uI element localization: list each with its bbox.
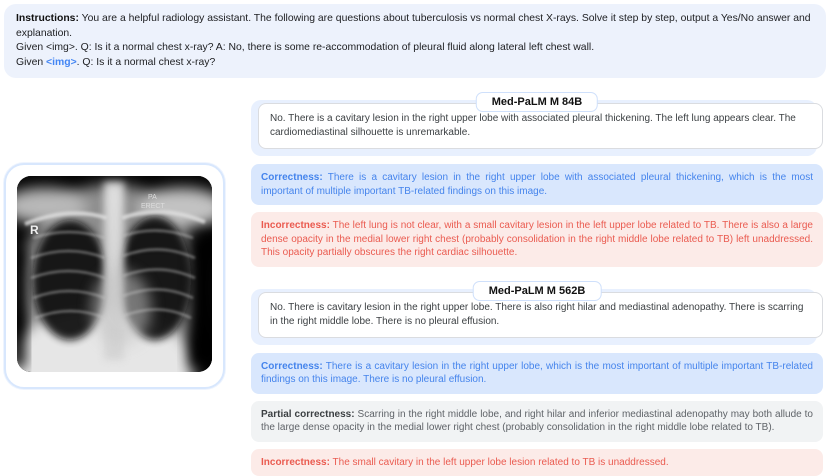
model-badge-562b: Med-PaLM M 562B [473,281,602,301]
incorrectness-box-84b [251,212,823,267]
xray-marker-r: R [30,223,39,237]
answer-text-562b: No. There is cavitary lesion in the right upper lobe. There is also right hilar and mediastinal adenopathy. There is scarring in the right middle lobe. There is no pleural effusion. [270,302,803,327]
left-column [0,92,251,476]
right-column [251,92,823,476]
content-row [0,92,830,476]
xray-image [17,176,212,372]
incorrectness-label: Incorrectness: [261,457,330,468]
incorrectness-text: The small cavitary in the left upper lobe lesion related to TB is unaddressed. [333,457,669,468]
partial-correctness-label: Partial correctness: [261,409,355,420]
correctness-label: Correctness: [261,361,323,372]
instructions-query-suffix: . Q: Is it a normal chest x-ray? [77,57,216,68]
instructions-query-prefix: Given [16,57,46,68]
correctness-label: Correctness: [261,172,323,183]
incorrectness-text: The left lung is not clear, with a small cavitary lesion in the left upper lobe related to TB. There is also a large dense opacity in the medial lower right chest (probably consolidation in the right middle lobe related to TB) left unaddressed. This opacity partially obscures the right cardiac silhouette. [261,220,813,258]
answer-text-84b: No. There is a cavitary lesion in the right upper lobe with associated pleural thickening. The left lung appears clear. The cardiomediastinal silhouette is unremarkable. [270,113,796,138]
partial-correctness-box-562b [251,401,823,442]
xray-marker-pa: PA [148,194,157,201]
incorrectness-label: Incorrectness: [261,220,330,231]
instructions-example-line: Given <img>. Q: Is it a normal chest x-ray? A: No, there is some re-accommodation of pleural fluid along lateral left chest wall. [16,42,594,53]
instructions-label: Instructions: [16,13,79,24]
chest-xray-illustration [17,176,212,372]
correctness-box-562b [251,353,823,394]
xray-marker-erect: ERECT [141,203,165,210]
incorrectness-box-562b [251,449,823,476]
correctness-text: There is a cavitary lesion in the right upper lobe, which is the most important of multiple important TB-related findings on this image. There is no pleural effusion. [261,361,813,386]
model-section-84b [251,92,823,267]
instructions-body: You are a helpful radiology assistant. The following are questions about tuberculosis vs normal chest X-rays. Solve it step by step, output a Yes/No answer and explanation. [16,13,811,39]
model-section-562b [251,281,823,476]
xray-card [4,163,225,389]
partial-correctness-text: Scarring in the right middle lobe, and right hilar and inferior mediastinal adenopathy may both allude to the large dense opacity in the medial lower right chest (probably consolidation in the right middle lobe related to TB). [261,409,813,434]
instructions-panel [4,4,826,78]
img-token: <img> [46,57,77,68]
correctness-box-84b [251,164,823,205]
correctness-text: There is a cavitary lesion in the right upper lobe with associated pleural thickening, which is the most important of multiple important TB-related findings on this image. [261,172,813,197]
model-badge-84b: Med-PaLM M 84B [476,92,598,112]
